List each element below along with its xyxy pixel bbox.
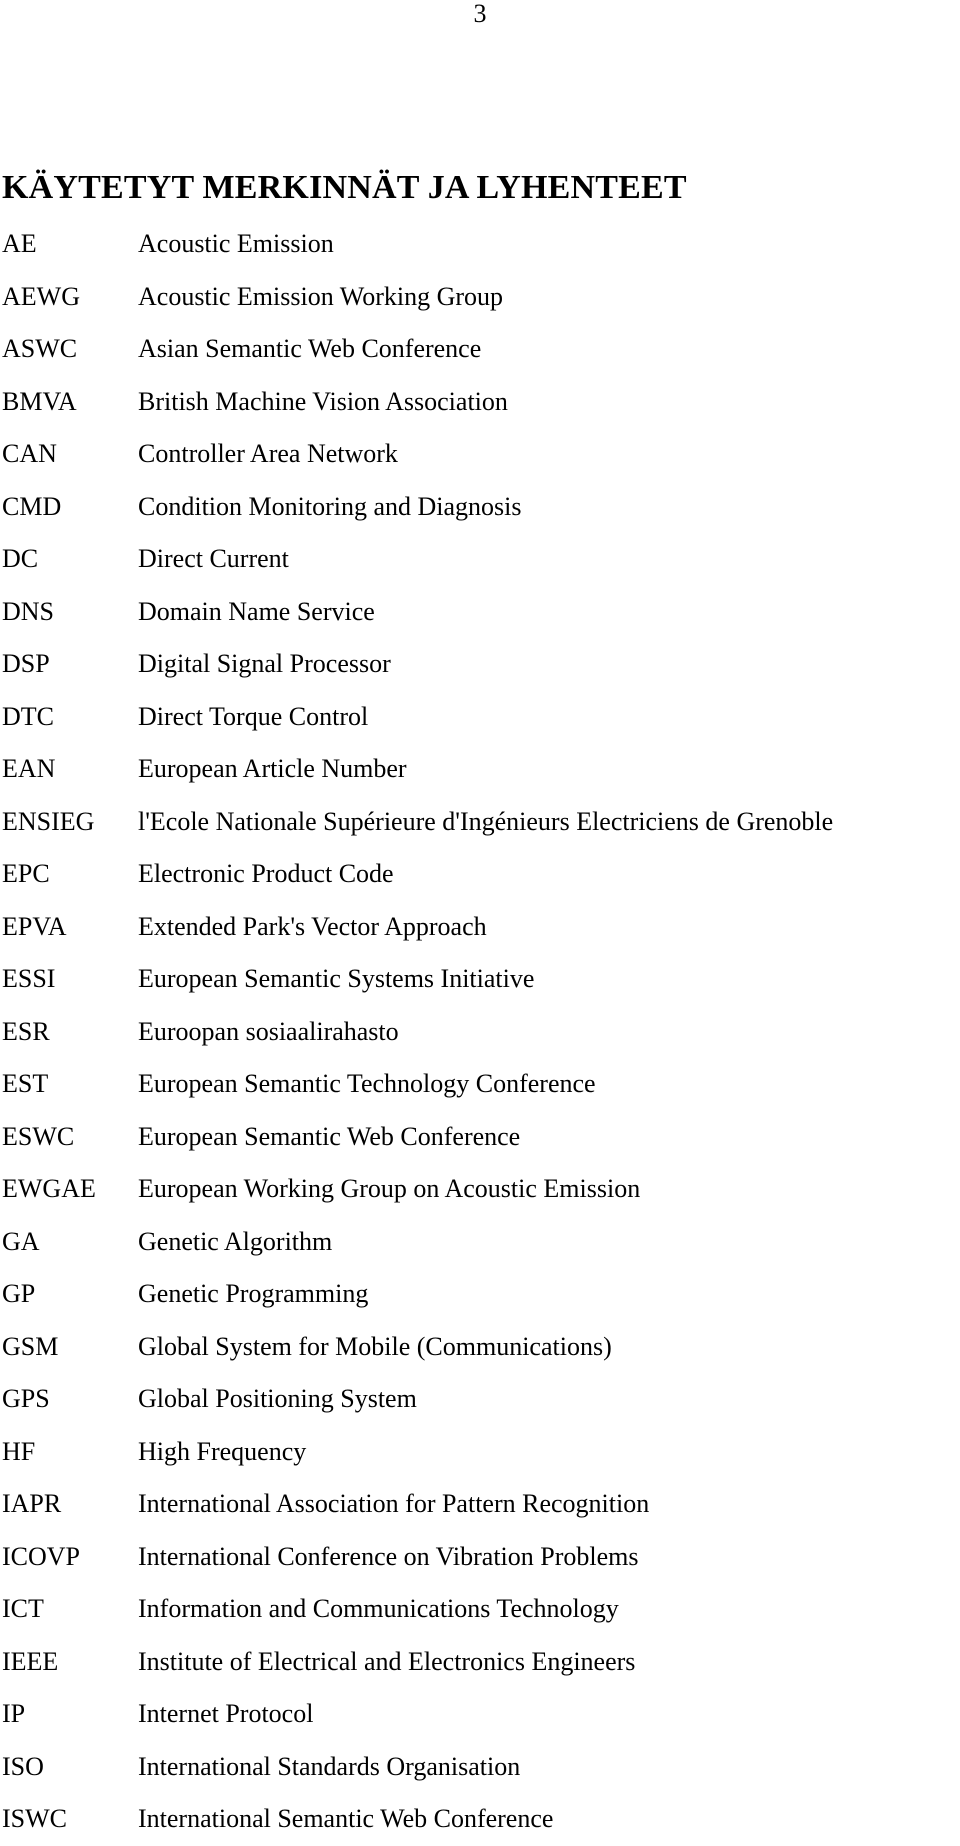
abbreviation-row [2, 428, 958, 481]
abbreviation-definition: Global Positioning System [138, 1384, 417, 1414]
abbreviation-term: BMVA [2, 386, 77, 416]
abbreviation-row [2, 796, 958, 849]
abbreviation-definition: European Article Number [138, 754, 407, 784]
abbreviation-term: EPC [2, 859, 50, 889]
abbreviation-term: GP [2, 1279, 36, 1309]
abbreviation-row [2, 1373, 958, 1426]
abbreviation-row [2, 1426, 958, 1479]
abbreviation-row [2, 1111, 958, 1164]
abbreviation-definition: European Semantic Systems Initiative [138, 964, 535, 994]
abbreviation-term: AE [2, 229, 37, 259]
abbreviation-definition: Controller Area Network [138, 439, 398, 469]
abbreviation-definition: l'Ecole Nationale Supérieure d'Ingénieurs Electriciens de Grenoble [138, 806, 834, 836]
abbreviation-term: DTC [2, 701, 54, 731]
abbreviation-term: GA [2, 1226, 40, 1256]
abbreviation-definition: Asian Semantic Web Conference [138, 334, 482, 364]
abbreviation-row [2, 638, 958, 691]
abbreviation-row [2, 901, 958, 954]
abbreviation-definition: Euroopan sosiaalirahasto [138, 1016, 399, 1046]
abbreviation-definition: European Semantic Technology Conference [138, 1069, 596, 1099]
abbreviation-definition: European Working Group on Acoustic Emission [138, 1174, 641, 1204]
abbreviation-row [2, 1006, 958, 1059]
abbreviation-definition: International Association for Pattern Recognition [138, 1489, 650, 1519]
abbreviation-definition: British Machine Vision Association [138, 386, 508, 416]
abbreviation-definition: Genetic Algorithm [138, 1226, 333, 1256]
abbreviation-definition: Acoustic Emission [138, 229, 334, 259]
abbreviation-row [2, 953, 958, 1006]
abbreviation-row [2, 1216, 958, 1269]
abbreviation-row [2, 1268, 958, 1321]
abbreviation-row [2, 1478, 958, 1531]
abbreviation-definition: High Frequency [138, 1436, 307, 1466]
abbreviation-term: ESR [2, 1016, 50, 1046]
abbreviation-row [2, 743, 958, 796]
abbreviation-term: ENSIEG [2, 806, 95, 836]
abbreviation-term: IEEE [2, 1646, 59, 1676]
abbreviation-row [2, 481, 958, 534]
abbreviation-term: DSP [2, 649, 50, 679]
abbreviation-term: GPS [2, 1384, 50, 1414]
abbreviation-term: ISWC [2, 1804, 67, 1834]
abbreviation-row [2, 1741, 958, 1794]
abbreviation-row [2, 1321, 958, 1374]
abbreviation-row [2, 376, 958, 429]
abbreviation-row [2, 848, 958, 901]
abbreviation-definition: Internet Protocol [138, 1699, 314, 1729]
abbreviation-definition: Institute of Electrical and Electronics Engineers [138, 1646, 636, 1676]
abbreviation-definition: European Semantic Web Conference [138, 1121, 521, 1151]
abbreviation-definition: Genetic Programming [138, 1279, 369, 1309]
abbreviation-term: DC [2, 544, 39, 574]
abbreviation-definition: International Standards Organisation [138, 1751, 521, 1781]
abbreviation-term: EAN [2, 754, 56, 784]
abbreviation-definition: International Conference on Vibration Problems [138, 1541, 639, 1571]
abbreviation-row [2, 586, 958, 639]
abbreviation-term: EST [2, 1069, 49, 1099]
abbreviation-row [2, 1058, 958, 1111]
abbreviation-term: ISO [2, 1751, 44, 1781]
abbreviation-definition: International Semantic Web Conference [138, 1804, 554, 1834]
abbreviation-definition: Direct Current [138, 544, 289, 574]
abbreviation-definition: Information and Communications Technology [138, 1594, 619, 1624]
abbreviation-definition: Digital Signal Processor [138, 649, 391, 679]
abbreviation-row [2, 1688, 958, 1741]
abbreviation-term: GSM [2, 1331, 59, 1361]
abbreviation-row [2, 1583, 958, 1636]
abbreviation-row [2, 1636, 958, 1689]
abbreviation-definition: Electronic Product Code [138, 859, 394, 889]
abbreviation-term: ICOVP [2, 1541, 81, 1571]
abbreviation-row [2, 1163, 958, 1216]
abbreviation-term: ASWC [2, 334, 78, 364]
abbreviation-term: AEWG [2, 281, 80, 311]
abbreviation-term: EPVA [2, 911, 67, 941]
abbreviation-definition: Domain Name Service [138, 596, 375, 626]
abbreviation-row [2, 1531, 958, 1584]
abbreviation-definition: Global System for Mobile (Communications) [138, 1331, 612, 1361]
page-number: 3 [473, 0, 487, 28]
abbreviation-row [2, 691, 958, 744]
page-title: KÄYTETYT MERKINNÄT JA LYHENTEET [2, 169, 687, 206]
abbreviation-definition: Extended Park's Vector Approach [138, 911, 487, 941]
abbreviation-term: ICT [2, 1594, 44, 1624]
abbreviation-term: IAPR [2, 1489, 62, 1519]
abbreviation-term: DNS [2, 596, 55, 626]
abbreviation-term: ESWC [2, 1121, 75, 1151]
abbreviation-row [2, 323, 958, 376]
abbreviation-term: EWGAE [2, 1174, 96, 1204]
abbreviation-definition: Acoustic Emission Working Group [138, 281, 504, 311]
abbreviation-definition: Direct Torque Control [138, 701, 369, 731]
abbreviation-term: CAN [2, 439, 57, 469]
abbreviation-row [2, 1793, 958, 1846]
abbreviation-row [2, 218, 958, 271]
abbreviation-term: IP [2, 1699, 26, 1729]
abbreviation-term: CMD [2, 491, 62, 521]
abbreviation-term: ESSI [2, 964, 56, 994]
abbreviation-row [2, 271, 958, 324]
abbreviation-row [2, 533, 958, 586]
abbreviation-definition: Condition Monitoring and Diagnosis [138, 491, 522, 521]
abbreviation-list [2, 218, 958, 1846]
abbreviation-term: HF [2, 1436, 36, 1466]
